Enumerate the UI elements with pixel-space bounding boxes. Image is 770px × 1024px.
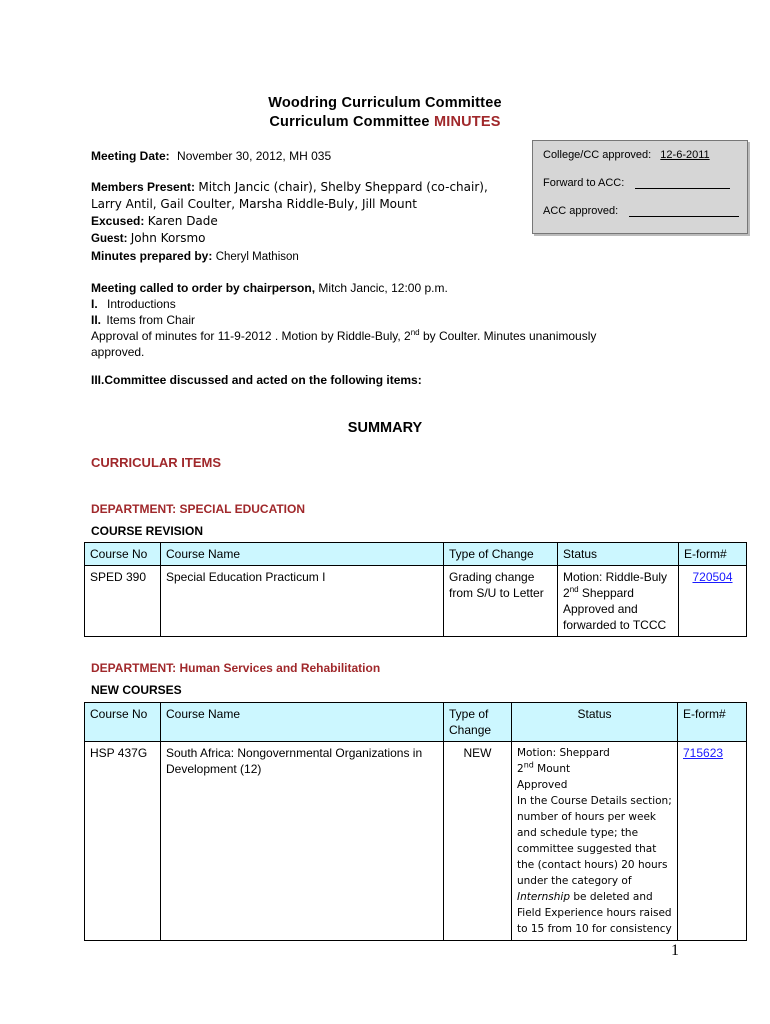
status-motion: Motion: Sheppard [517,747,610,759]
agenda-item-2 [91,312,596,328]
acc-approved-row [543,205,739,217]
eform-link[interactable]: 720504 [692,570,733,584]
status-second-name: Sheppard [578,586,634,600]
meeting-date [91,149,331,163]
status-note [517,793,672,937]
status-note-em: Internship [517,891,571,903]
prepared-by [91,248,488,266]
acc-approved-label: ACC approved: [543,205,619,217]
table-header-row [85,543,747,566]
eform-link[interactable]: 715623 [683,746,724,760]
members-line1: Mitch Jancic (chair), Shelby Sheppard (co-chair), [198,180,488,194]
header-type: Type of Change [444,703,512,742]
header-course-no: Course No [85,543,161,566]
prepared-value: Cheryl Mathison [215,251,299,263]
approval-sup: nd [410,328,420,337]
forward-acc-label: Forward to ACC: [543,177,625,189]
approval-minutes [91,328,596,344]
dept1-section: COURSE REVISION [91,524,204,538]
cell-type: Grading change from S/U to Letter [444,566,558,637]
header-course-name: Course Name [161,543,444,566]
header-status: Status [512,703,678,742]
agenda-item-1 [91,296,596,312]
summary-title: SUMMARY [347,420,423,436]
subtitle-minutes: MINUTES [433,114,501,130]
cell-course-no: HSP 437G [85,742,161,941]
meeting-date-value: November 30, 2012, MH 035 [177,149,332,163]
excused-value: Karen Dade [147,214,218,228]
agenda-item-1-text: Introductions [107,297,176,311]
college-approved-row [543,149,710,161]
header-eform: E-form# [678,703,747,742]
excused-label: Excused: [91,214,145,228]
attendance [91,179,488,266]
approval-text-b: by Coulter. Minutes unanimously [419,329,597,343]
subtitle-prefix: Curriculum Committee [269,114,430,130]
new-courses-table [84,702,747,941]
header-course-no: Course No [85,703,161,742]
approval-box [532,140,748,234]
approval-text-a: Approval of minutes for 11-9-2012 . Motion by Riddle-Buly, 2 [91,329,411,343]
dept2-heading: DEPARTMENT: Human Services and Rehabilitation [91,661,381,675]
status-result: Approved [517,779,568,791]
cell-status [512,742,678,941]
cell-eform [679,566,747,637]
dept1-heading: DEPARTMENT: SPECIAL EDUCATION [91,502,306,516]
guest [91,230,488,248]
cell-eform [678,742,747,941]
page-number: 1 [671,942,679,959]
header-course-name: Course Name [161,703,444,742]
college-approved-value: 12-6-2011 [660,149,710,161]
dept2-section: NEW COURSES [91,683,182,697]
header-eform: E-form# [679,543,747,566]
agenda-item-3: III.Committee discussed and acted on the following items: [91,373,422,387]
cell-type: NEW [444,742,512,941]
guest-value: John Korsmo [130,231,206,245]
cell-course-name: Special Education Practicum I [161,566,444,637]
status-second-name: Mount [533,763,571,775]
guest-label: Guest: [91,233,128,245]
status-second-sup: nd [523,760,534,770]
status-note-b: be deleted and Field Experience hours raised to 15 from 10 for consistency [517,891,672,935]
curricular-items-heading: CURRICULAR ITEMS [91,455,221,470]
meeting-date-label: Meeting Date: [91,149,170,163]
acc-approved-blank [629,205,739,217]
called-label: Meeting called to order by chairperson, [91,281,316,295]
document-title: Woodring Curriculum Committee [268,95,502,111]
course-revision-table [84,542,747,637]
members-label: Members Present: [91,180,196,194]
excused [91,213,488,230]
prepared-label: Minutes prepared by: [91,249,213,263]
table-header-row [85,703,747,742]
members-line2: Larry Antil, Gail Coulter, Marsha Riddle-Buly, Jill Mount [91,197,417,211]
agenda-item-2-text: Items from Chair [106,313,196,327]
cell-status [558,566,679,637]
status-second-num: 2 [563,586,570,600]
status-motion: Motion: Riddle-Buly [563,570,668,584]
cell-course-name: South Africa: Nongovernmental Organizations in Development (12) [161,742,444,941]
called-to-order [91,280,596,296]
forward-acc-row [543,177,730,189]
status-second-num: 2 [517,763,524,775]
header-status: Status [558,543,679,566]
agenda-item-2-num: II. [91,313,102,327]
college-approved-label: College/CC approved: [543,149,652,161]
status-result: Approved and forwarded to TCCC [563,602,667,632]
status-note-a: In the Course Details section; number of hours per week and schedule type; the committee suggested that the (contact hours) 20 hours under the category of [517,795,672,887]
members-present [91,179,488,196]
header-type: Type of Change [444,543,558,566]
called-value: Mitch Jancic, 12:00 p.m. [318,281,448,295]
proceedings [91,280,596,360]
status-second [517,761,672,777]
table-row [85,742,747,941]
agenda-item-1-num: I. [91,297,98,311]
status-second-sup: nd [569,585,579,594]
status-second [563,585,673,601]
approval-text-line2: approved. [91,345,145,359]
document-subtitle [0,114,770,130]
table-row [85,566,747,637]
forward-acc-blank [635,177,730,189]
cell-course-no: SPED 390 [85,566,161,637]
